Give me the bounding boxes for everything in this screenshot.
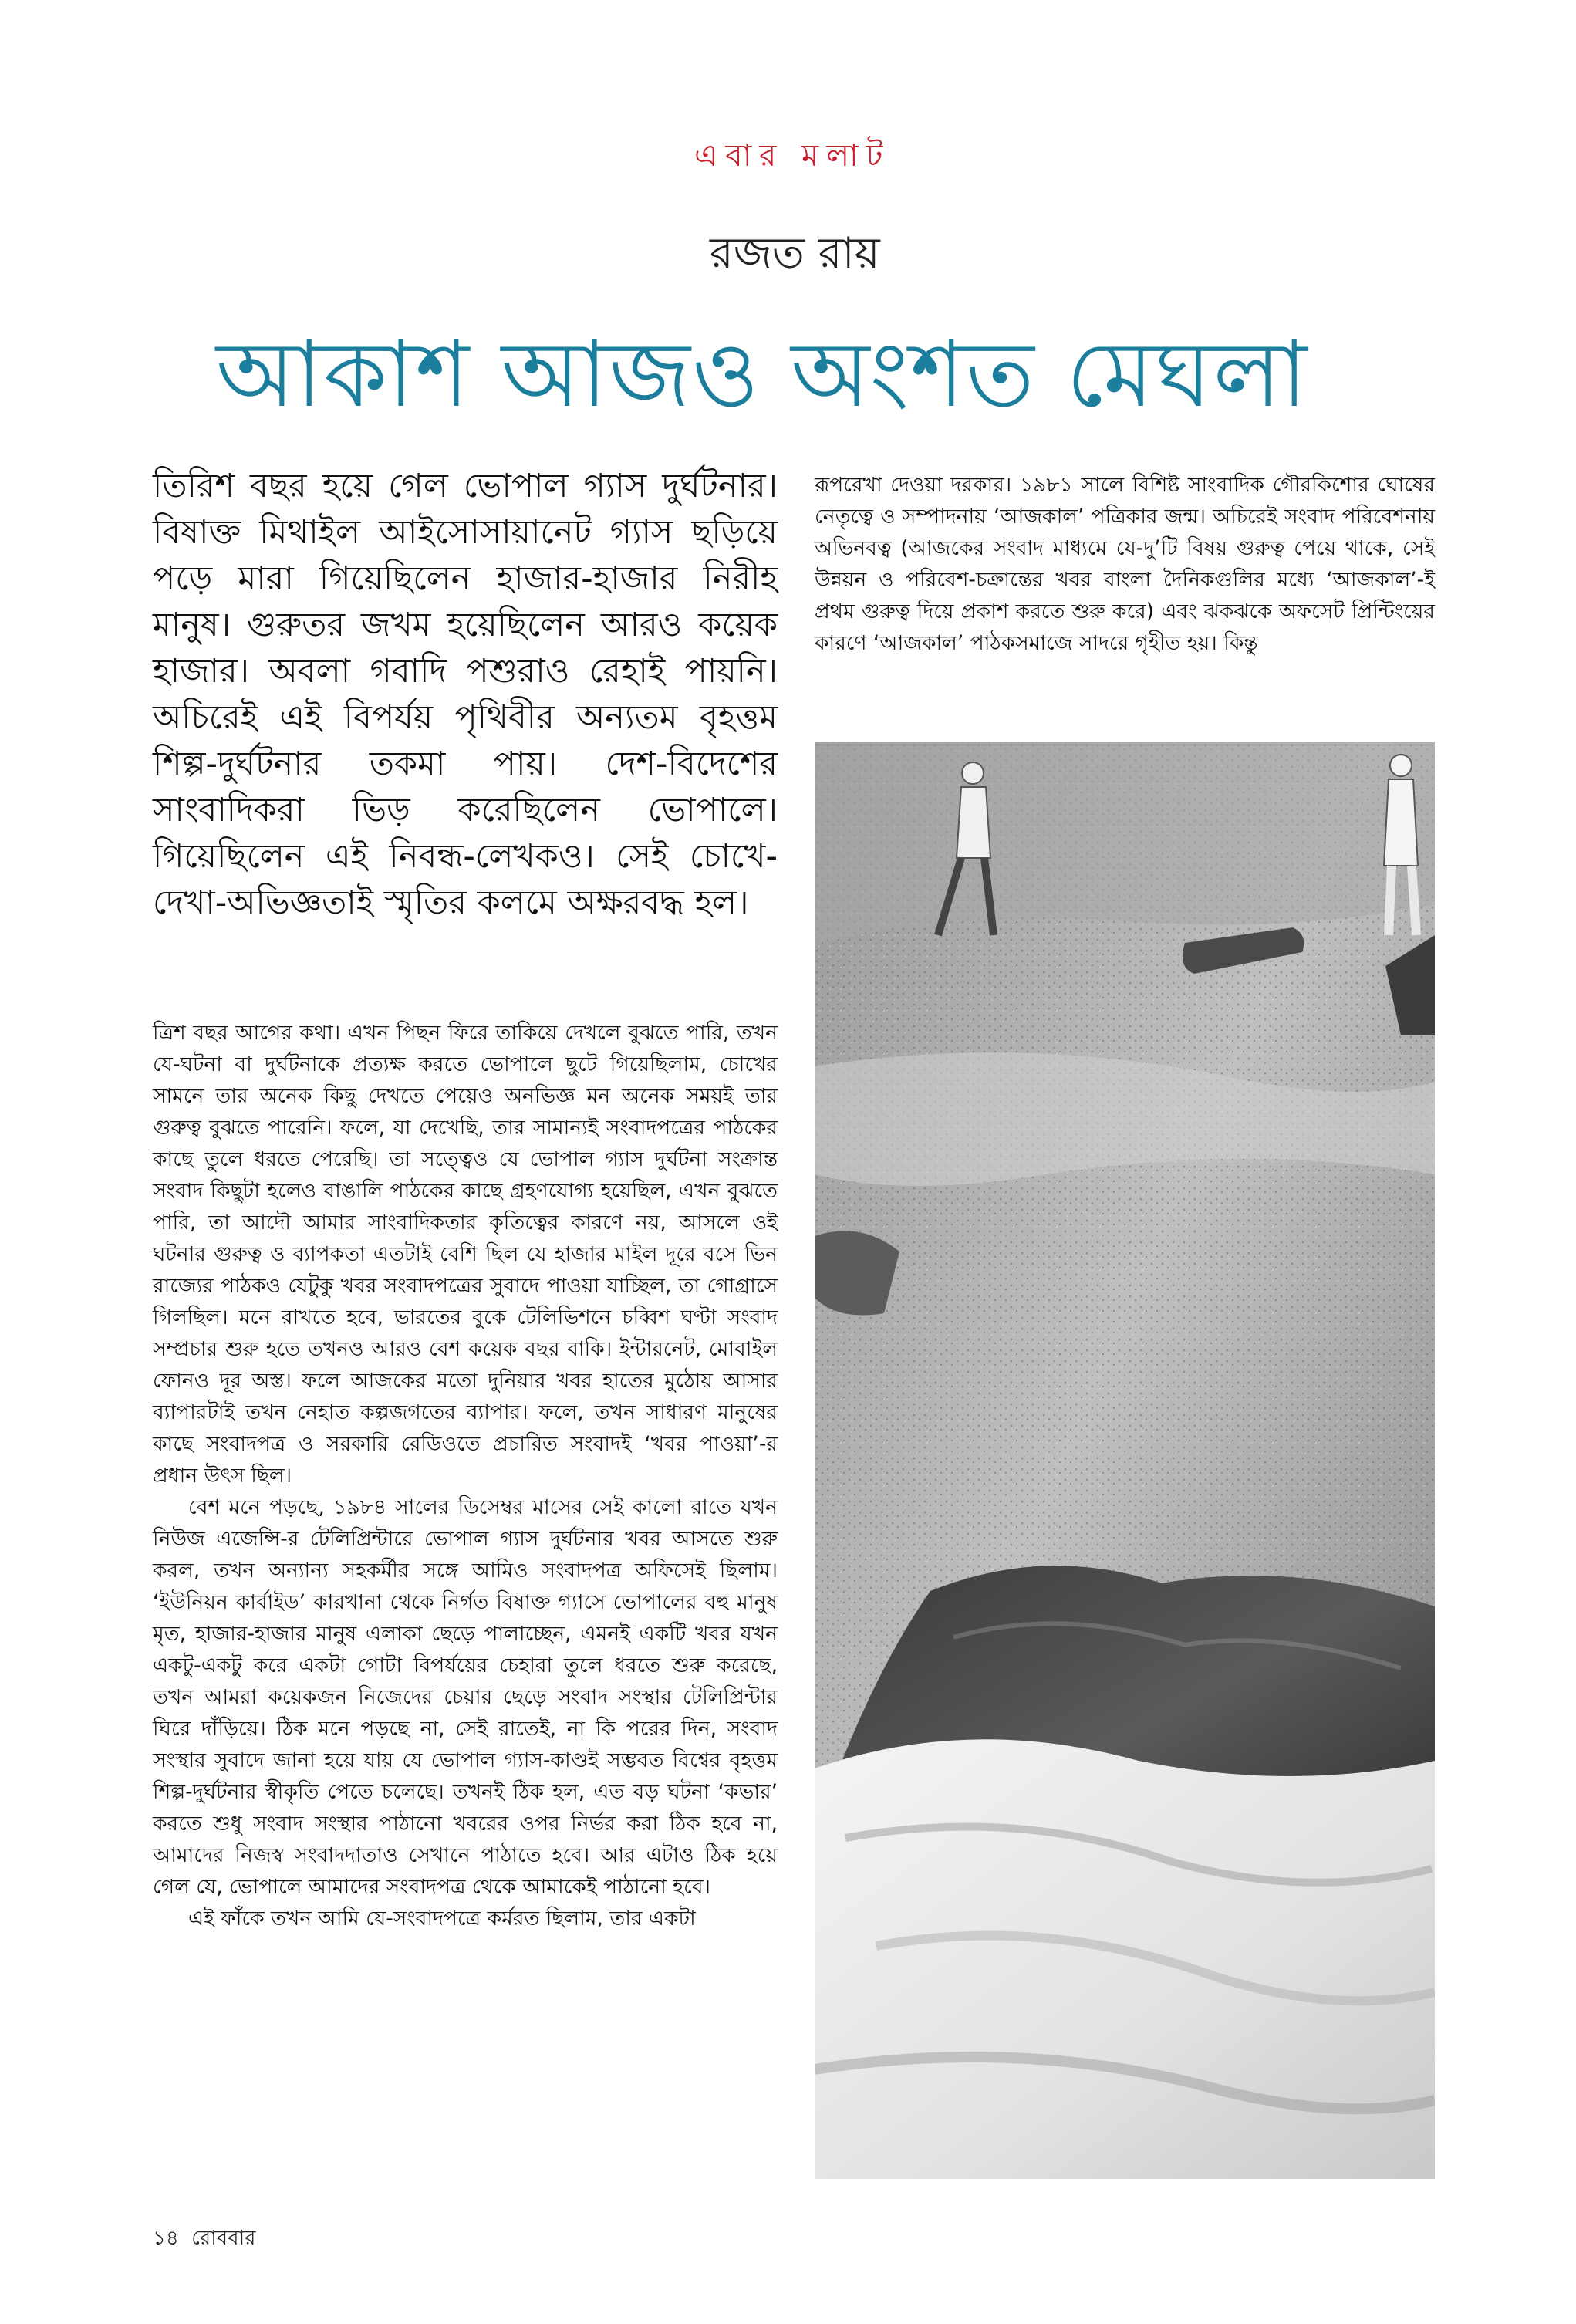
right-column-text: রূপরেখা দেওয়া দরকার। ১৯৮১ সালে বিশিষ্ট সাংবাদিক গৌরকিশোর ঘোষের নেতৃত্বে ও সম্পাদনায় ‘আজকাল’ পত্রিকার জন্ম। অচিরেই সংবাদ পরিবেশনায় অভিনবত্ব (আজকের সংবাদ মাধ্যমে যে-দু’টি বিষয় গুরুত্ব পেয়ে থাকে, সেই উন্নয়ন ও পরিবেশ-চক্রান্তের খবর বাংলা দৈনিকগুলির মধ্যে ‘আজকাল’-ই প্রথম গুরুত্ব দিয়ে প্রকাশ করতে শুরু করে) এবং ঝকঝকে অফসেট প্রিন্টিংয়ের কারণে ‘আজকাল’ পাঠকসমাজে সাদরে গৃহীত হয়। কিন্তু — [815, 473, 1435, 655]
author-byline: রজত রায় — [710, 228, 880, 279]
article-body — [153, 1017, 778, 1934]
page-number: ১৪ — [153, 2227, 179, 2250]
article-headline: আকাশ আজও অংশত মেঘলা — [216, 321, 1309, 427]
article-photo — [815, 742, 1435, 2179]
body-paragraph: ত্রিশ বছর আগের কথা। এখন পিছন ফিরে তাকিয়ে দেখলে বুঝতে পারি, তখন যে-ঘটনা বা দুর্ঘটনাকে প্রত্যক্ষ করতে ভোপালে ছুটে গিয়েছিলাম, চোখের সামনে তার অনেক কিছু দেখতে পেয়েও অনভিজ্ঞ মন অনেক সময়ই তার গুরুত্ব বুঝতে পারেনি। ফলে, যা দেখেছি, তার সামান্যই সংবাদপত্রের পাঠকের কাছে তুলে ধরতে পেরেছি। তা সত্ত্বেও যে ভোপাল গ্যাস দুর্ঘটনা সংক্রান্ত সংবাদ কিছুটা হলেও বাঙালি পাঠকের কাছে গ্রহণযোগ্য হয়েছিল, এখন বুঝতে পারি, তা আদৌ আমার সাংবাদিকতার কৃতিত্বের কারণে নয়, আসলে ওই ঘটনার গুরুত্ব ও ব্যাপকতা এতটাই বেশি ছিল যে হাজার মাইল দূরে বসে ভিন রাজ্যের পাঠকও যেটুকু খবর সংবাদপত্রের সুবাদে পাওয়া যাচ্ছিল, তা গোগ্রাসে গিলছিল। মনে রাখতে হবে, ভারতের বুকে টেলিভিশনে চব্বিশ ঘণ্টা সংবাদ সম্প্রচার শুরু হতে তখনও আরও বেশ কয়েক বছর বাকি। ইন্টারনেট, মোবাইল ফোনও দূর অস্ত। ফলে আজকের মতো দুনিয়ার খবর হাতের মুঠোয় আসার ব্যাপারটাই তখন নেহাত কল্পজগতের ব্যাপার। ফলে, তখন সাধারণ মানুষের কাছে সংবাদপত্র ও সরকারি রেডিওতে প্রচারিত সংবাদই ‘খবর পাওয়া’-র প্রধান উৎস ছিল। — [153, 1021, 778, 1488]
intro-standfirst: তিরিশ বছর হয়ে গেল ভোপাল গ্যাস দুর্ঘটনার। বিষাক্ত মিথাইল আইসোসায়ানেট গ্যাস ছড়িয়ে পড়ে মারা গিয়েছিলেন হাজার-হাজার নিরীহ মানুষ। গুরুতর জখম হয়েছিলেন আরও কয়েক হাজার। অবলা গবাদি পশুরাও রেহাই পায়নি। অচিরেই এই বিপর্যয় পৃথিবীর অন্যতম বৃহত্তম শিল্প-দুর্ঘটনার তকমা পায়। দেশ-বিদেশের সাংবাদিকরা ভিড় করেছিলেন ভোপালে। গিয়েছিলেন এই নিবন্ধ-লেখকও। সেই চোখে-দেখা-অভিজ্ঞতাই স্মৃতির কলমে অক্ষরবদ্ধ হল। — [153, 467, 778, 922]
page-footer — [153, 2222, 255, 2256]
magazine-name: রোববার — [191, 2227, 256, 2250]
section-tag: এবার মলাট — [694, 138, 891, 174]
body-paragraph: এই ফাঁকে তখন আমি যে-সংবাদপত্রে কর্মরত ছিলাম, তার একটা — [188, 1907, 696, 1930]
body-paragraph: বেশ মনে পড়ছে, ১৯৮৪ সালের ডিসেম্বর মাসের সেই কালো রাতে যখন নিউজ এজেন্সি-র টেলিপ্রিন্টারে ভোপাল গ্যাস দুর্ঘটনার খবর আসতে শুরু করল, তখন অন্যান্য সহকর্মীর সঙ্গে আমিও সংবাদপত্র অফিসেই ছিলাম। ‘ইউনিয়ন কার্বাইড’ কারখানা থেকে নির্গত বিষাক্ত গ্যাসে ভোপালের বহু মানুষ মৃত, হাজার-হাজার মানুষ এলাকা ছেড়ে পালাচ্ছেন, এমনই একটি খবর যখন একটু-একটু করে একটা গোটা বিপর্যয়ের চেহারা তুলে ধরতে শুরু করেছে, তখন আমরা কয়েকজন নিজেদের চেয়ার ছেড়ে সংবাদ সংস্থার টেলিপ্রিন্টার ঘিরে দাঁড়িয়ে। ঠিক মনে পড়ছে না, সেই রাতেই, না কি পরের দিন, সংবাদ সংস্থার সুবাদে জানা হয়ে যায় যে ভোপাল গ্যাস-কাণ্ডই সম্ভবত বিশ্বের বৃহত্তম শিল্প-দুর্ঘটনার স্বীকৃতি পেতে চলেছে। তখনই ঠিক হল, এত বড় ঘটনা ‘কভার’ করতে শুধু সংবাদ সংস্থার পাঠানো খবরের ওপর নির্ভর করা ঠিক হবে না, আমাদের নিজস্ব সংবাদদাতাও সেখানে পাঠাতে হবে। আর এটাও ঠিক হয়ে গেল যে, ভোপালে আমাদের সংবাদপত্র থেকে আমাকেই পাঠানো হবে। — [153, 1495, 778, 1899]
